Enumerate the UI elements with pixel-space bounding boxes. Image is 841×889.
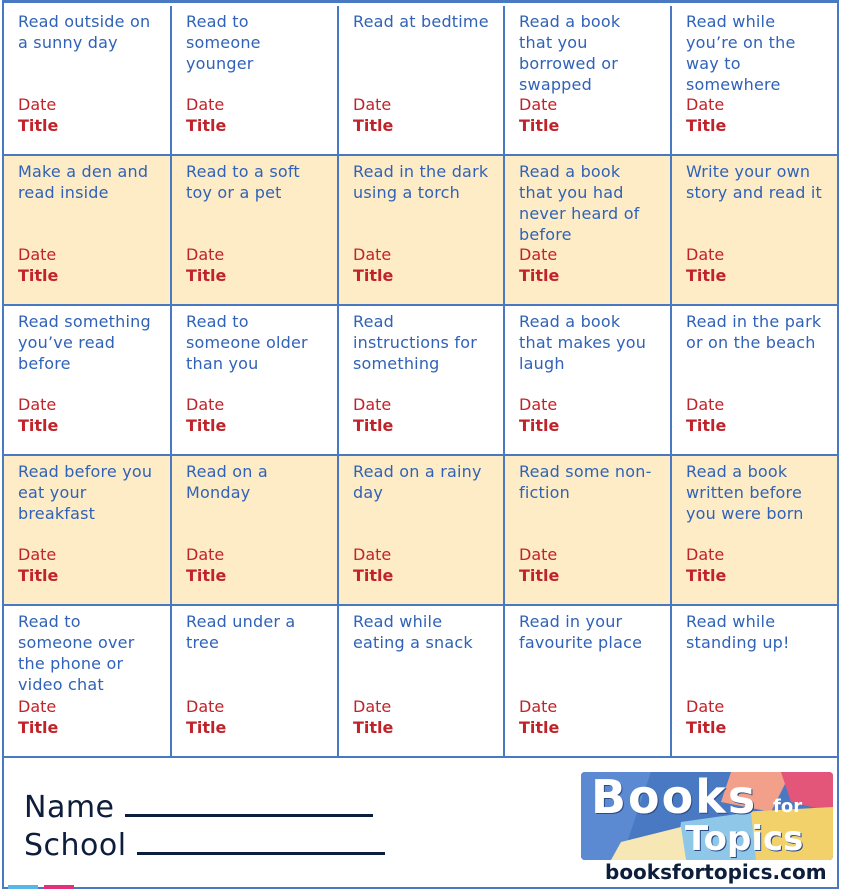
challenge-task: Read to a soft toy or a pet xyxy=(186,162,300,202)
title-label: Title xyxy=(519,718,560,737)
challenge-cell xyxy=(672,6,837,156)
date-label: Date xyxy=(519,95,558,114)
challenge-task: Read while eating a snack xyxy=(353,612,473,652)
title-label: Title xyxy=(186,718,227,737)
challenge-task: Read something you’ve read before xyxy=(18,312,151,373)
challenge-task: Read in the park or on the beach xyxy=(686,312,822,352)
challenge-cell xyxy=(339,606,505,758)
date-label: Date xyxy=(519,245,558,264)
challenge-cell xyxy=(505,6,672,156)
challenge-cell xyxy=(172,306,339,456)
logo-books-text: Books xyxy=(591,772,758,824)
challenge-cell xyxy=(672,306,837,456)
challenge-cell xyxy=(4,6,172,156)
challenge-cell xyxy=(4,306,172,456)
title-label: Title xyxy=(353,718,394,737)
website-url: booksfortopics.com xyxy=(605,860,827,884)
title-label: Title xyxy=(519,116,560,135)
challenge-cell xyxy=(672,456,837,606)
challenge-task: Read on a Monday xyxy=(186,462,268,502)
challenge-cell xyxy=(672,606,837,758)
school-field xyxy=(24,828,385,863)
title-label: Title xyxy=(519,266,560,285)
date-label: Date xyxy=(353,545,392,564)
challenge-cell xyxy=(505,306,672,456)
date-label: Date xyxy=(186,95,225,114)
date-label: Date xyxy=(186,697,225,716)
logo-topics-text: Topics xyxy=(685,819,804,859)
title-label: Title xyxy=(18,266,59,285)
challenge-cell xyxy=(172,6,339,156)
challenge-cell xyxy=(505,606,672,758)
challenge-task: Read a book that makes you laugh xyxy=(519,312,647,373)
name-label: Name xyxy=(24,790,115,825)
challenge-task: Read on a rainy day xyxy=(353,462,482,502)
title-label: Title xyxy=(353,266,394,285)
corner-accent-blue xyxy=(8,885,38,889)
challenge-task: Write your own story and read it xyxy=(686,162,822,202)
title-label: Title xyxy=(186,116,227,135)
title-label: Title xyxy=(186,416,227,435)
date-label: Date xyxy=(186,245,225,264)
challenge-task: Read at bedtime xyxy=(353,12,489,31)
name-line xyxy=(125,813,373,817)
challenge-grid xyxy=(4,6,837,758)
challenge-task: Make a den and read inside xyxy=(18,162,149,202)
challenge-cell xyxy=(339,456,505,606)
title-label: Title xyxy=(18,566,59,585)
date-label: Date xyxy=(686,545,725,564)
challenge-task: Read a book that you had never heard of before xyxy=(519,162,640,244)
date-label: Date xyxy=(519,545,558,564)
date-label: Date xyxy=(186,545,225,564)
challenge-task: Read in the dark using a torch xyxy=(353,162,489,202)
date-label: Date xyxy=(519,395,558,414)
challenge-cell xyxy=(172,456,339,606)
title-label: Title xyxy=(519,566,560,585)
title-label: Title xyxy=(686,566,727,585)
books-for-topics-logo xyxy=(581,772,833,860)
date-label: Date xyxy=(686,697,725,716)
date-label: Date xyxy=(186,395,225,414)
challenge-task: Read under a tree xyxy=(186,612,296,652)
challenge-cell xyxy=(4,606,172,758)
date-label: Date xyxy=(519,697,558,716)
date-label: Date xyxy=(353,245,392,264)
date-label: Date xyxy=(18,395,57,414)
challenge-task: Read before you eat your breakfast xyxy=(18,462,153,523)
date-label: Date xyxy=(353,697,392,716)
challenge-task: Read to someone over the phone or video chat xyxy=(18,612,135,694)
title-label: Title xyxy=(353,116,394,135)
challenge-cell xyxy=(172,606,339,758)
challenge-task: Read while you’re on the way to somewhere xyxy=(686,12,796,94)
challenge-cell xyxy=(505,156,672,306)
date-label: Date xyxy=(686,245,725,264)
challenge-task: Read instructions for something xyxy=(353,312,477,373)
title-label: Title xyxy=(18,718,59,737)
date-label: Date xyxy=(686,395,725,414)
challenge-task: Read a book that you borrowed or swapped xyxy=(519,12,621,94)
challenge-task: Read to someone older than you xyxy=(186,312,308,373)
title-label: Title xyxy=(686,266,727,285)
challenge-cell xyxy=(505,456,672,606)
title-label: Title xyxy=(186,566,227,585)
date-label: Date xyxy=(686,95,725,114)
challenge-task: Read to someone younger xyxy=(186,12,261,73)
challenge-task: Read outside on a sunny day xyxy=(18,12,151,52)
challenge-cell xyxy=(339,6,505,156)
school-line xyxy=(137,851,385,855)
title-label: Title xyxy=(353,566,394,585)
name-field xyxy=(24,790,373,825)
challenge-task: Read in your favourite place xyxy=(519,612,643,652)
title-label: Title xyxy=(186,266,227,285)
challenge-task: Read a book written before you were born xyxy=(686,462,804,523)
date-label: Date xyxy=(353,95,392,114)
date-label: Date xyxy=(18,245,57,264)
title-label: Title xyxy=(18,416,59,435)
school-label: School xyxy=(24,828,127,863)
date-label: Date xyxy=(18,95,57,114)
challenge-cell xyxy=(172,156,339,306)
corner-accent-pink xyxy=(44,885,74,889)
title-label: Title xyxy=(686,116,727,135)
title-label: Title xyxy=(519,416,560,435)
challenge-cell xyxy=(339,156,505,306)
challenge-cell xyxy=(4,456,172,606)
challenge-task: Read some non-fiction xyxy=(519,462,652,502)
title-label: Title xyxy=(18,116,59,135)
date-label: Date xyxy=(18,545,57,564)
logo-for-text: for xyxy=(773,796,803,817)
date-label: Date xyxy=(353,395,392,414)
challenge-task: Read while standing up! xyxy=(686,612,790,652)
reading-challenge-sheet xyxy=(2,0,839,889)
challenge-cell xyxy=(4,156,172,306)
title-label: Title xyxy=(686,416,727,435)
title-label: Title xyxy=(353,416,394,435)
challenge-cell xyxy=(672,156,837,306)
challenge-cell xyxy=(339,306,505,456)
title-label: Title xyxy=(686,718,727,737)
date-label: Date xyxy=(18,697,57,716)
footer xyxy=(4,758,837,888)
